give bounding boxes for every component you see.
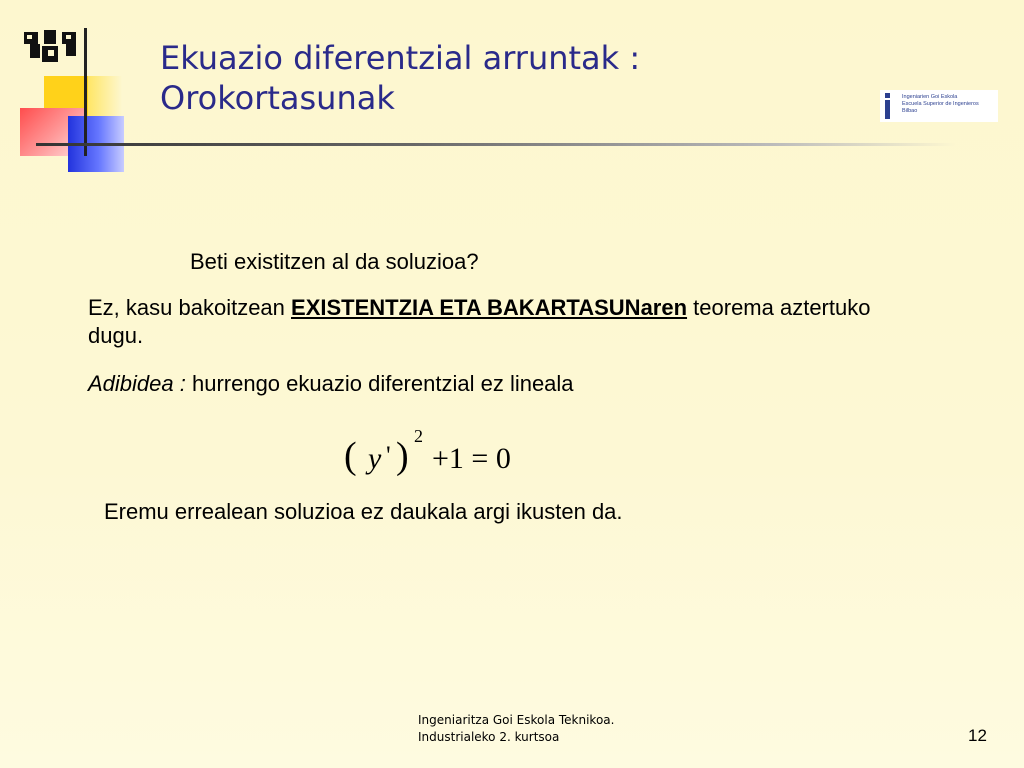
footer-line-2: Industrialeko 2. kurtsoa: [418, 730, 560, 744]
title-line-2: Orokortasunak: [160, 79, 395, 117]
equation-variable: y: [368, 442, 382, 475]
existence-theorem-term: EXISTENTZIA ETA BAKARTASUNaren: [291, 295, 688, 320]
footer-line-1: Ingeniaritza Goi Eskola Teknikoa.: [418, 713, 615, 727]
existence-text-before: Ez, kasu bakoitzean: [88, 295, 292, 320]
equation-left-paren: (: [344, 435, 357, 477]
school-logo-text: [902, 94, 979, 115]
equation-exponent: 2: [414, 426, 423, 446]
equation-prime: ': [386, 441, 391, 470]
conclusion-text: Eremu errealean soluzioa ez daukala argi ikusten da.: [104, 499, 623, 524]
example-paragraph: [88, 370, 574, 398]
equation-right-paren: ): [396, 435, 409, 477]
example-text: hurrengo ekuazio diferentzial ez lineala: [185, 371, 574, 396]
school-logo-line-2: Escuela Superior de Ingenieros: [902, 101, 979, 107]
school-logo-line-3: Bilbao: [902, 108, 918, 114]
school-logo: [880, 90, 998, 122]
university-logo: [22, 28, 84, 68]
equation: [340, 424, 550, 480]
slide-title: [160, 38, 860, 118]
example-label: Adibidea :: [88, 371, 186, 396]
decor-vertical-line: [84, 28, 87, 156]
page-number: 12: [968, 726, 987, 745]
existence-text-after: teorema aztertuko dugu.: [88, 295, 871, 348]
question-text: Beti existitzen al da soluzioa?: [190, 249, 479, 274]
existence-paragraph: [88, 294, 928, 350]
school-logo-mark-icon: [884, 93, 892, 119]
title-line-1: Ekuazio diferentzial arruntak :: [160, 39, 641, 77]
school-logo-line-1: Ingeniarien Goi Eskola: [902, 94, 958, 100]
footer: [418, 712, 614, 746]
equation-rest: +1 = 0: [432, 442, 511, 475]
title-underline: [36, 143, 956, 146]
decor-yellow-fade: [88, 76, 122, 120]
